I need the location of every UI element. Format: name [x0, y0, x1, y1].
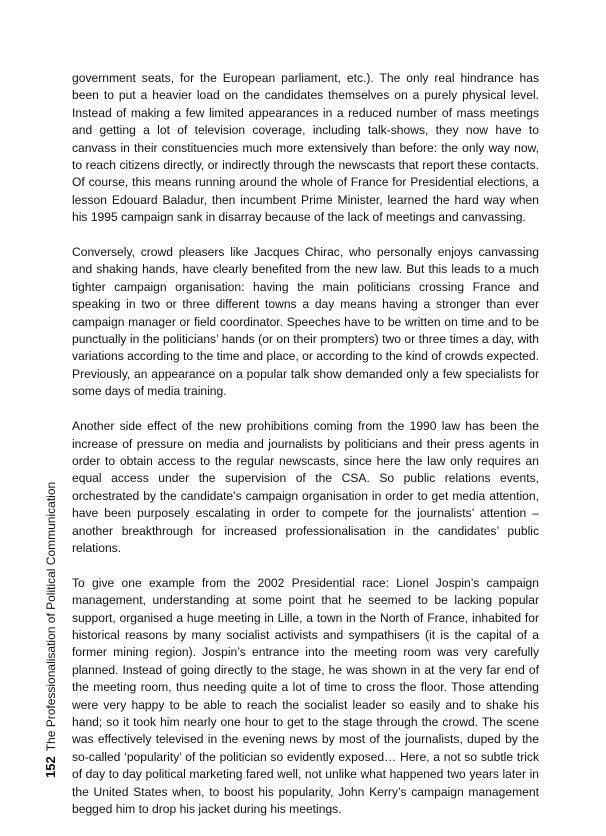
- paragraph-4: To give one example from the 2002 Presidential race: Lionel Jospin’s campaign management, understanding at some point that he seemed to be lacking popular support, organised a huge meeting in Lille, a town in the North of France, inhabited for historical reasons by many socialist activists and sympathisers (it is the capital of a former mining region). Jospin’s entrance into the meeting room was very carefully planned. Instead of going directly to the stage, he was shown in at the very far end of the meeting room, thus needing quite a lot of time to cross the floor. Those attending were very happy to be able to reach the socialist leader so easily and to shake his hand; so it took him nearly one hour to get to the stage through the crowd. The scene was effectively televised in the evening news by most of the journalists, duped by the so-called ‘popularity’ of the politician so evidently exposed… Here, a not so subtle trick of day to day political marketing fared well, not unlike what happened two years later in the United States when, to boost his popularity, John Kerry’s campaign management begged him to drop his jacket during his meetings.: [72, 575, 539, 817]
- running-head-title: The Professionalisation of Political Communication: [44, 481, 58, 752]
- body-text: [72, 70, 539, 836]
- running-head: [44, 482, 58, 778]
- paragraph-2: Conversely, crowd pleasers like Jacques Chirac, who personally enjoys canvassing and shaking hands, have clearly benefited from the new law. But this leads to a much tighter campaign organisation: having the main politicians crossing France and speaking in two or three different towns a day means having a stronger than ever campaign manager or field coordinator. Speeches have to be written on time and to be punctually in the politicians’ hands (or on their prompters) two or three times a day, with variations according to the time and place, or according to the kind of crowds expected. Previously, an appearance on a popular talk show demanded only a few specialists for some days of media training.: [72, 245, 539, 399]
- page-number: 152: [43, 756, 58, 778]
- paragraph-1: government seats, for the European parliament, etc.). The only real hindrance has been to put a heavier load on the candidates themselves on a purely physical level. Instead of making a few limited appearances in a reduced number of mass meetings and getting a lot of television coverage, including talk-shows, they now have to canvass in their constituencies much more extensively than before: the only way now, to reach citizens directly, or indirectly through the newscasts that report these contacts. Of course, this means running around the whole of France for Presidential elections, a lesson Edouard Baladur, then incumbent Prime Minister, learned the hard way when his 1995 campaign sank in disarray because of the lack of meetings and canvassing.: [72, 71, 539, 225]
- paragraph-3: Another side effect of the new prohibitions coming from the 1990 law has been the increase of pressure on media and journalists by politicians and their press agents in order to obtain access to the regular newscasts, since here the law only requires an equal access under the supervision of the CSA. So public relations events, orchestrated by the candidate’s campaign organisation in order to get media attention, have been purposely escalating in order to compete for the journalists’ attention – another breakthrough for increased professionalisation in the candidates’ public relations.: [72, 419, 539, 555]
